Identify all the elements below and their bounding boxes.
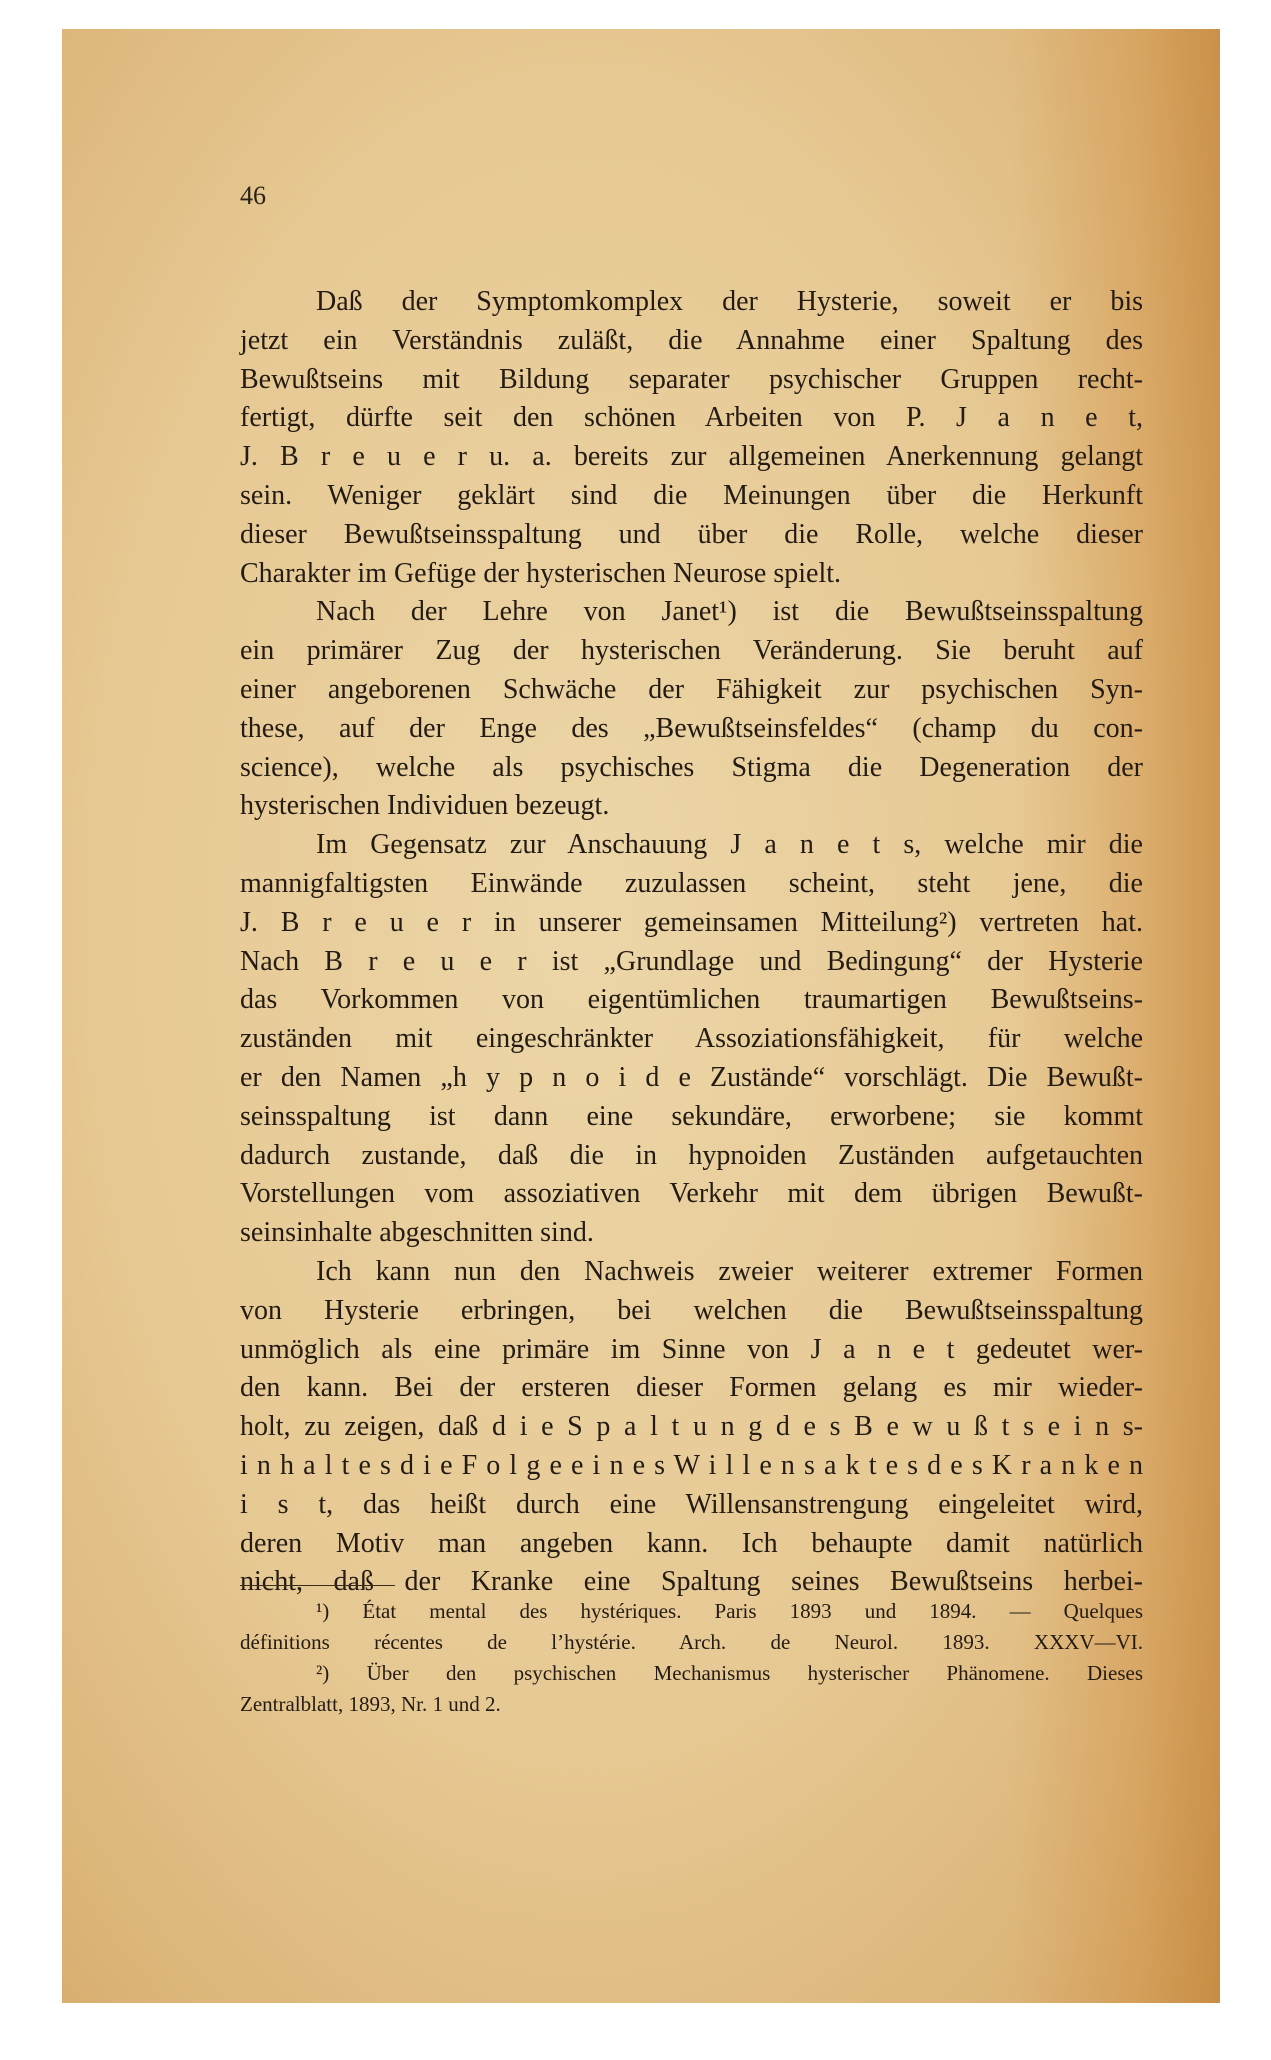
text-line: Nach der Lehre von Janet¹) ist die Bewußtseinsspaltung: [316, 596, 1143, 628]
text-line: fertigt, dürfte seit den schönen Arbeiten von P. J a n e t,: [240, 402, 1143, 434]
book-page: [62, 29, 1220, 2003]
text-line: J. B r e u e r in unserer gemeinsamen Mitteilung²) vertreten hat.: [240, 906, 1143, 938]
page-number: 46: [240, 181, 266, 210]
text-line: hysterischen Individuen bezeugt.: [240, 790, 610, 822]
footnote-line: Zentralblatt, 1893, Nr. 1 und 2.: [240, 1692, 501, 1716]
text-line: dieser Bewußtseinsspaltung und über die Rolle, welche dieser: [240, 518, 1143, 550]
body-text: [240, 283, 1143, 1602]
text-line: jetzt ein Verständnis zuläßt, die Annahme einer Spaltung des: [240, 324, 1143, 356]
text-line: das Vorkommen von eigentümlichen traumartigen Bewußtseins-: [240, 984, 1143, 1016]
footnote-line: ²) Über den psychischen Mechanismus hysterischer Phänomene. Dieses: [316, 1661, 1143, 1685]
text-line: sein. Weniger geklärt sind die Meinungen über die Herkunft: [240, 479, 1143, 511]
text-line: science), welche als psychisches Stigma die Degeneration der: [240, 751, 1143, 783]
text-line: dadurch zustande, daß die in hypnoiden Zuständen aufgetauchten: [240, 1139, 1143, 1171]
text-line: Charakter im Gefüge der hysterischen Neurose spielt.: [240, 557, 842, 589]
text-line: Vorstellungen vom assoziativen Verkehr mit dem übrigen Bewußt-: [240, 1178, 1143, 1210]
text-line: zuständen mit eingeschränkter Assoziationsfähigkeit, für welche: [240, 1023, 1143, 1055]
text-line: Im Gegensatz zur Anschauung J a n e t s, welche mir die: [316, 829, 1143, 861]
text-line: er den Namen „h y p n o i d e Zustände“ vorschlägt. Die Bewußt-: [240, 1061, 1143, 1093]
text-line: i s t, das heißt durch eine Willensanstrengung eingeleitet wird,: [240, 1488, 1143, 1520]
footnote-rule: [240, 1585, 395, 1586]
footnote-line: définitions récentes de l’hystérie. Arch. de Neurol. 1893. XXXV—VI.: [240, 1630, 1143, 1654]
text-line: Bewußtseins mit Bildung separater psychischer Gruppen recht-: [240, 363, 1143, 395]
text-line: einer angeborenen Schwäche der Fähigkeit zur psychischen Syn-: [240, 673, 1143, 705]
text-line: seinsinhalte abgeschnitten sind.: [240, 1217, 594, 1249]
text-line: nicht, daß der Kranke eine Spaltung seines Bewußtseins herbei-: [240, 1566, 1143, 1598]
text-line: deren Motiv man angeben kann. Ich behaupte damit natürlich: [240, 1527, 1143, 1559]
text-line: Ich kann nun den Nachweis zweier weiterer extremer Formen: [316, 1255, 1143, 1287]
footnotes: [240, 1596, 1143, 1720]
text-line: von Hysterie erbringen, bei welchen die Bewußtseinsspaltung: [240, 1294, 1143, 1326]
text-line: den kann. Bei der ersteren dieser Formen gelang es mir wieder-: [240, 1372, 1143, 1404]
footnote-line: ¹) État mental des hystériques. Paris 1893 und 1894. — Quelques: [316, 1599, 1143, 1623]
text-line: J. B r e u e r u. a. bereits zur allgemeinen Anerkennung gelangt: [240, 441, 1143, 473]
text-line: i n h a l t e s d i e F o l g e e i n e s W i l l e n s a k t e s d e s K r a n k e n: [240, 1449, 1143, 1481]
text-line: Daß der Symptomkomplex der Hysterie, soweit er bis: [316, 286, 1143, 317]
text-line: seinsspaltung ist dann eine sekundäre, erworbene; sie kommt: [240, 1100, 1143, 1132]
text-line: holt, zu zeigen, daß d i e S p a l t u n g d e s B e w u ß t s e i n s-: [240, 1411, 1143, 1443]
text-line: Nach B r e u e r ist „Grundlage und Bedingung“ der Hysterie: [240, 945, 1143, 977]
text-line: mannigfaltigsten Einwände zuzulassen scheint, steht jene, die: [240, 867, 1143, 899]
text-line: ein primärer Zug der hysterischen Veränderung. Sie beruht auf: [240, 635, 1143, 667]
text-line: unmöglich als eine primäre im Sinne von J a n e t gedeutet wer-: [240, 1333, 1143, 1365]
text-line: these, auf der Enge des „Bewußtseinsfeldes“ (champ du con-: [240, 712, 1143, 744]
